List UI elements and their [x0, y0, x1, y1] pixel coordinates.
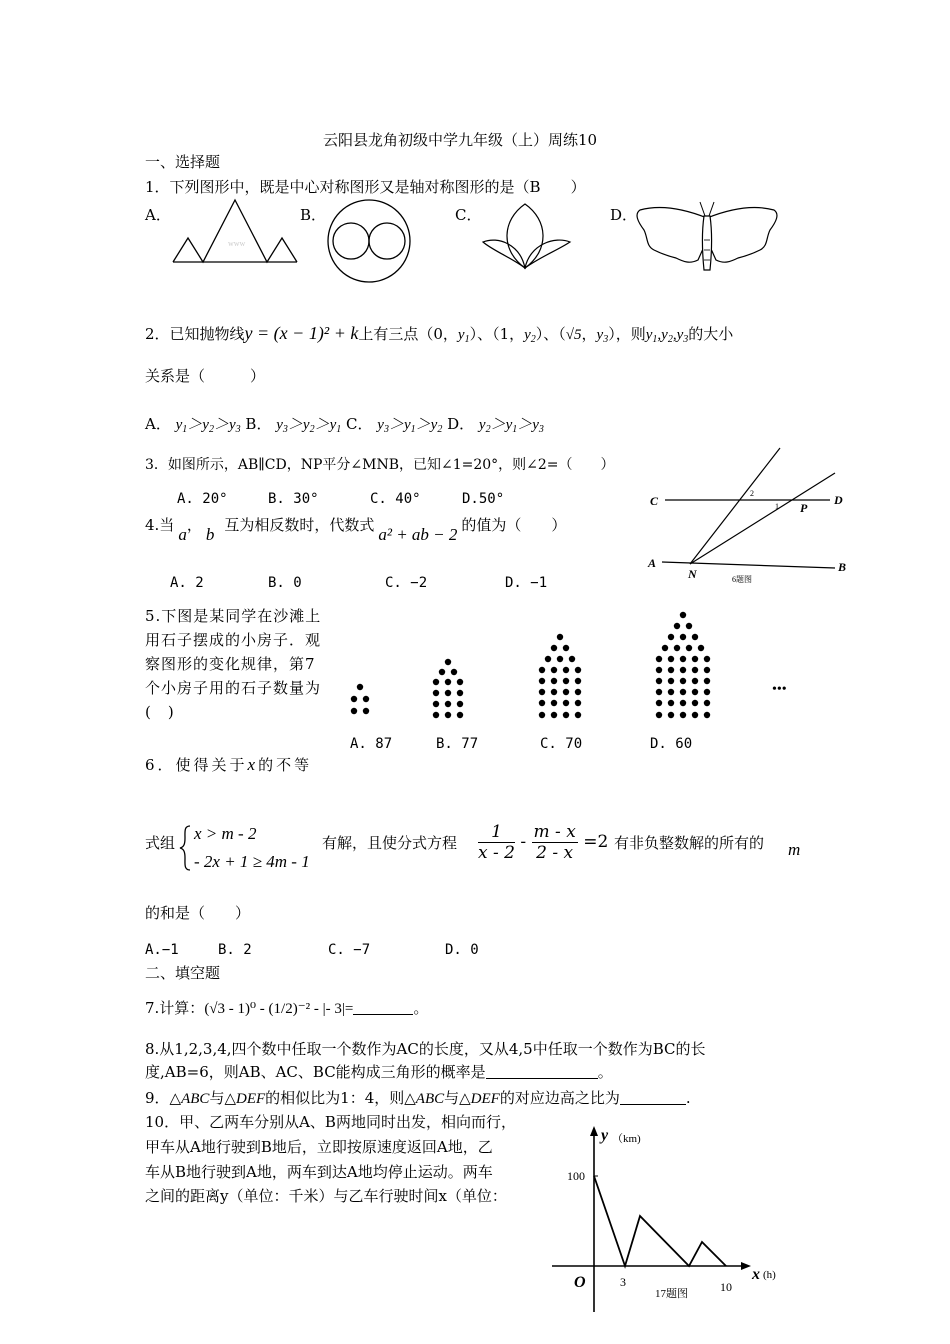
q3-parallel-lines-figure [640, 445, 855, 595]
q9-part-d: 与△ [444, 1089, 471, 1107]
question-8-line1: 8.从1,2,3,4,四个数中任取一个数作为AC的长度，又从4,5中任取一个数作为BC的长 [145, 1040, 706, 1058]
section-heading-choice: 一、选择题 [145, 153, 221, 171]
q2-option-b: $y_3>y_2>y_1$ [276, 417, 342, 435]
q2-stem-part-e: ， [581, 325, 597, 343]
q3-option-c: C. 40° [370, 491, 421, 507]
q4-option-d: D. −1 [505, 575, 548, 591]
q2-option-a-label: A． [145, 415, 171, 433]
q5-option-c: C. 70 [540, 736, 583, 752]
q4-var-a: a [178, 525, 187, 544]
q6-fraction-equation [478, 822, 608, 863]
q7-stem: 7.计算： [145, 999, 205, 1017]
q4-stem-part-c: 互为相反数时，代数式 [224, 516, 375, 534]
q6-inequality-2: - 2x + 1 ≥ 4m - 1 [194, 852, 310, 871]
q2-sqrt5: √5 [565, 327, 582, 343]
q9-end: . [685, 1089, 691, 1107]
q3-label-b: B [838, 560, 847, 574]
q8-end: 。 [597, 1063, 613, 1081]
q2-option-a: $y_1>y_2>y_3$ [175, 417, 241, 435]
q2-y-list: $y_1,y_2,y_3$ [645, 327, 689, 345]
q4-stem-part-b: ， [186, 516, 202, 534]
q3-option-b: B. 30° [268, 491, 319, 507]
q10-graph-caption: 17题图 [655, 1288, 688, 1300]
q2-option-b-label: B． [245, 415, 272, 433]
q9-part-c: 的相似比为1：4，则△ [265, 1089, 416, 1107]
q3-angle-2: 2 [750, 489, 754, 498]
q6-option-d: D. 0 [445, 942, 479, 958]
q2-stem-part-b: 上有三点（0， [358, 325, 458, 343]
q2-stem-part-a: 2．已知抛物线 [145, 325, 245, 343]
question-10-line2: 甲车从A地行驶到B地后，立即按原速度返回A地，乙 [145, 1138, 493, 1156]
q6-frac1-den: x - 2 [478, 843, 515, 863]
question-2-stem [145, 323, 733, 350]
q3-label-d: D [834, 493, 843, 507]
q1-option-c-label: C． [455, 206, 482, 224]
q6-fraction-1 [478, 822, 515, 863]
q3-option-d: D.50° [462, 491, 505, 507]
q6-frac2-num: m - x [533, 822, 576, 842]
q6-system-brace [178, 824, 192, 872]
q5-pebble-houses-figure [340, 605, 800, 735]
q2-parabola-formula: y = (x − 1)² + k [244, 323, 359, 343]
question-9 [145, 1088, 691, 1109]
q2-stem-part-d: ）、（ [535, 325, 566, 343]
q10-x-axis-label: x [752, 1266, 760, 1283]
q6-stem-part-f: 的和是（ ） [145, 904, 251, 922]
q1-watermark: www [228, 239, 246, 248]
q7-answer-blank[interactable] [353, 1000, 413, 1015]
page-title: 云阳县龙角初级中学九年级（上）周练10 [323, 131, 598, 149]
q1-figure-b-circles [326, 198, 414, 286]
question-10-line3: 车从B地行驶到A地，两车到达A地均停止运动。两车 [145, 1163, 493, 1181]
q5-house-3 [539, 634, 581, 718]
q2-y3: $y_3$ [596, 327, 609, 345]
q9-part-e: 的对应边高之比为 [499, 1089, 620, 1107]
question-1-stem: 1．下列图形中，既是中心对称图形又是轴对称图形的是（B ） [145, 178, 586, 196]
question-4-stem [145, 515, 567, 544]
q5-option-d: D. 60 [650, 736, 693, 752]
question-10-line1: 10．甲、乙两车分别从A、B两地同时出发，相向而行， [145, 1113, 516, 1131]
q10-distance-time-graph [550, 1122, 790, 1317]
q7-expression: (√3 - 1)⁰ - (1/2)⁻² - |- 3|= [204, 1001, 354, 1017]
q2-stem-part-c: ）、（1， [469, 325, 525, 343]
q3-option-a: A. 20° [177, 491, 228, 507]
q10-x-tick-3: 3 [620, 1275, 626, 1289]
q6-option-b: B. 2 [218, 942, 252, 958]
q10-y-axis-label: y [601, 1127, 609, 1144]
q9-abc-1: ABC [181, 1091, 210, 1107]
q5-option-b: B. 77 [436, 736, 479, 752]
q9-answer-blank[interactable] [620, 1090, 686, 1105]
q6-equals-2: =2 [583, 832, 609, 852]
q5-option-a: A. 87 [350, 736, 393, 752]
question-6-stem-line1 [145, 755, 312, 775]
q9-def-2: DEF [470, 1091, 500, 1107]
question-10-line4: 之间的距离y（单位：千米）与乙车行驶时间x（单位： [145, 1187, 507, 1205]
q9-def-1: DEF [235, 1091, 266, 1107]
q1-option-a-label: A． [145, 206, 171, 224]
q2-option-c: $y_3>y_1>y_2$ [377, 417, 443, 435]
q5-house-1 [351, 684, 369, 714]
q6-stem-part-e: 有非负整数解的所有的 [614, 834, 765, 852]
q5-house-4 [656, 612, 710, 718]
q8-line2-text: 度,AB=6，则AB、AC、BC能构成三角形的概率是 [145, 1063, 486, 1081]
q7-end: 。 [413, 999, 429, 1017]
q6-stem-part-d: 有解，且使分式方程 [322, 834, 458, 852]
q4-option-a: A. 2 [170, 575, 204, 591]
q9-part-a: 9．△ [145, 1089, 182, 1107]
q6-inequality-1: x > m - 2 [194, 824, 257, 843]
q1-figure-c-lotus [480, 202, 575, 272]
q6-option-c: C. −7 [328, 942, 371, 958]
q2-y1: $y_1$ [457, 327, 470, 345]
q6-var-m: m [788, 840, 801, 859]
q3-figure-caption: 6题图 [732, 575, 752, 584]
q5-ellipsis: ••• [772, 682, 787, 697]
q3-label-n: N [688, 567, 697, 581]
q6-stem-part-a: 6．使得关于 [145, 756, 248, 774]
q6-option-a: A.−1 [145, 942, 179, 958]
q2-stem-part-g: 的大小 [688, 325, 734, 343]
question-5-stem: 5.下图是某同学在沙滩上用石子摆成的小房子．观察图形的变化规律，第7个小房子用的石子数量为( ) [145, 607, 322, 721]
q2-option-d: $y_2>y_1>y_3$ [478, 417, 544, 435]
q9-part-b: 与△ [209, 1089, 236, 1107]
q6-frac2-den: 2 - x [536, 843, 574, 863]
q10-y-unit: （km) [612, 1133, 641, 1145]
q4-stem-part-d: 的值为（ ） [461, 516, 567, 534]
q5-house-2 [433, 659, 463, 718]
q10-x-unit: (h) [763, 1269, 776, 1281]
q6-stem-part-c: 式组 [145, 834, 176, 852]
q6-frac1-num: 1 [478, 822, 515, 843]
q4-var-b: b [205, 525, 215, 544]
q6-stem-part-b: 的不等 [258, 756, 313, 774]
q10-x-tick-10: 10 [720, 1280, 732, 1294]
q10-origin-label: O [574, 1274, 586, 1291]
q3-label-c: C [650, 494, 659, 508]
q6-var-x: x [247, 755, 259, 774]
q2-option-d-label: D． [447, 415, 475, 433]
q2-option-c-label: C． [346, 415, 373, 433]
q2-y2: $y_2$ [524, 327, 536, 345]
question-8-line2 [145, 1062, 613, 1082]
q4-option-b: B. 0 [268, 575, 302, 591]
q3-label-p: P [800, 501, 808, 515]
question-2-line2: 关系是（ ） [145, 367, 266, 385]
q2-options [145, 414, 544, 440]
question-3-stem: 3．如图所示，AB∥CD，NP平分∠MNB，已知∠1=20°，则∠2=（ ） [145, 457, 615, 473]
q10-y-tick-100: 100 [567, 1169, 585, 1183]
q1-option-b-label: B． [300, 206, 327, 224]
q6-minus: - [520, 832, 527, 852]
q3-label-a: A [648, 556, 657, 570]
q1-figure-d-butterfly [632, 200, 782, 276]
q1-option-d-label: D． [610, 206, 638, 224]
q9-abc-2: ABC [415, 1091, 445, 1107]
q6-fraction-2 [532, 822, 578, 863]
section-heading-fill: 二、填空题 [145, 964, 221, 982]
question-7 [145, 998, 428, 1019]
q4-option-c: C. −2 [385, 575, 428, 591]
q4-stem-part-a: 4.当 [145, 516, 175, 534]
q8-answer-blank[interactable] [486, 1064, 598, 1079]
q3-angle-1: 1 [775, 502, 779, 511]
q2-stem-part-f: ），则 [608, 325, 646, 343]
q4-expression: a² + ab − 2 [378, 525, 458, 544]
q1-figure-a-mountains [170, 198, 300, 266]
